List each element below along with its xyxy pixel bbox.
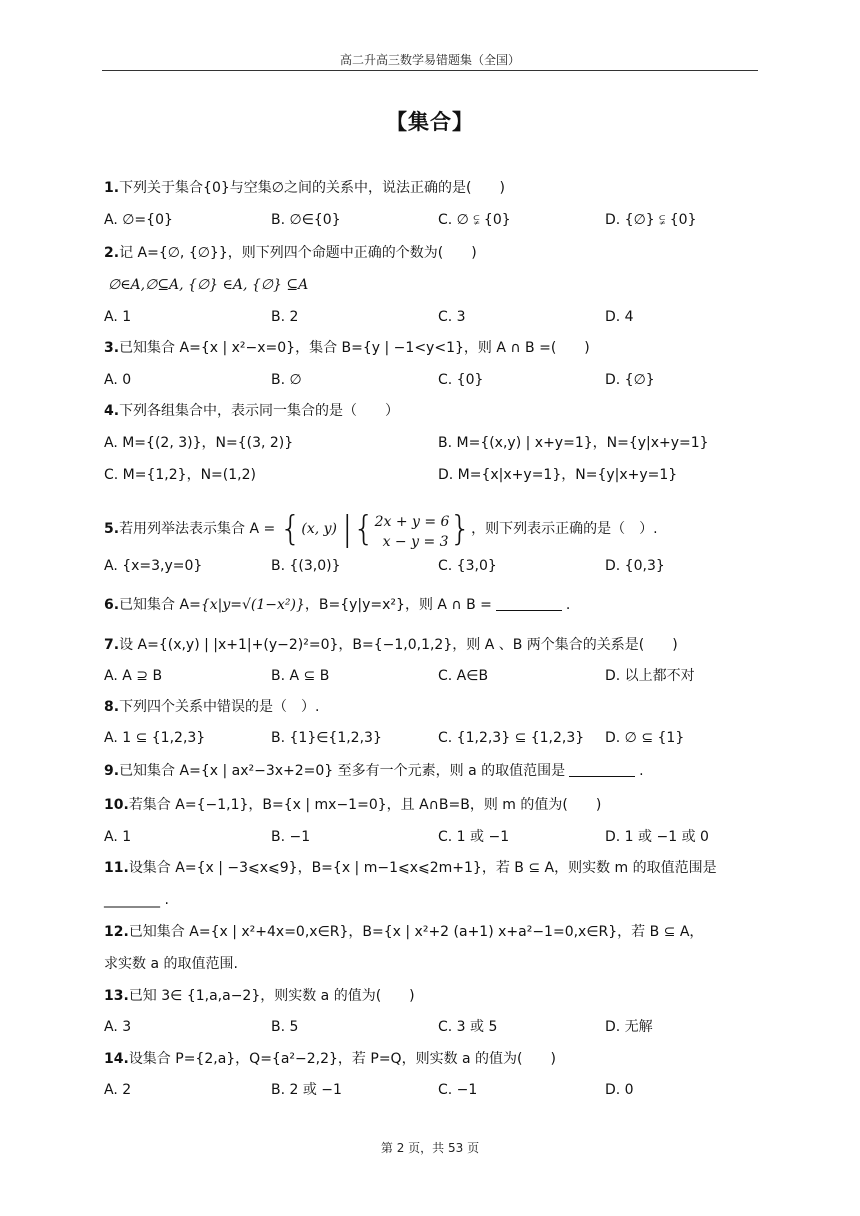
q5-option-d: D. {0,3}	[605, 558, 665, 574]
question-6: 6.已知集合 A={x|y=√(1−x²)}，B={y|y=x²}，则 A ∩ B = .	[104, 597, 571, 613]
q7-option-c: C. A∈B	[438, 668, 489, 684]
q13-option-d: D. 无解	[605, 1019, 653, 1035]
q13-option-a: A. 3	[104, 1019, 132, 1035]
q4-option-d: D. M={x|x+y=1}，N={y|x+y=1}	[438, 467, 678, 483]
q2-option-d: D. 4	[605, 309, 634, 325]
q7-option-b: B. A ⊆ B	[271, 668, 330, 684]
page-footer: 第 2 页，共 53 页	[380, 1141, 480, 1155]
question-4: 4.下列各组集合中，表示同一集合的是（ ）	[104, 403, 400, 419]
q5-option-b: B. {(3,0)}	[271, 558, 341, 574]
q14-option-d: D. 0	[605, 1082, 634, 1098]
q7-option-d: D. 以上都不对	[605, 668, 695, 684]
q5-option-c: C. {3,0}	[438, 558, 497, 574]
right-brace: }	[449, 509, 472, 549]
q3-option-d: D. {∅}	[605, 372, 655, 388]
question-10: 10.若集合 A={−1,1}，B={x | mx−1=0}，且 A∩B=B，则 m 的值为( )	[104, 797, 602, 813]
q5-option-a: A. {x=3,y=0}	[104, 558, 203, 574]
question-7: 7.设 A={(x,y) | |x+1|+(y−2)²=0}，B={−1,0,1,2}，则 A 、B 两个集合的关系是( )	[104, 637, 678, 653]
question-5: 5.若用列举法表示集合 A = {(x, y) |{ 2x + y = 6 x − y = 3 }，则下列表示正确的是（ ）.	[104, 509, 658, 550]
q2-option-a: A. 1	[104, 309, 132, 325]
q8-option-d: D. ∅ ⊆ {1}	[605, 730, 685, 746]
question-14: 14.设集合 P={2,a}，Q={a²−2,2}，若 P=Q，则实数 a 的值为( )	[104, 1051, 556, 1067]
q13-option-c: C. 3 或 5	[438, 1019, 498, 1035]
q8-option-c: C. {1,2,3} ⊆ {1,2,3}	[438, 730, 585, 746]
question-2: 2.记 A={∅, {∅}}，则下列四个命题中正确的个数为( )	[104, 245, 477, 261]
equation-system: 2x + y = 6 x − y = 3	[374, 514, 450, 550]
bar: |	[341, 509, 353, 549]
q10-option-b: B. −1	[271, 829, 311, 845]
q3-option-c: C. {0}	[438, 372, 484, 388]
question-12: 12.已知集合 A={x | x²+4x=0,x∈R}，B={x | x²+2 (a+1) x+a²−1=0,x∈R}，若 B ⊆ A，	[104, 924, 704, 940]
q2-propositions: ∅∈A,∅⊆A, {∅} ∈A, {∅} ⊆A	[108, 277, 309, 293]
q1-option-d: D. {∅} ⫋ {0}	[605, 212, 697, 228]
answer-blank[interactable]	[496, 598, 562, 611]
q14-option-a: A. 2	[104, 1082, 132, 1098]
q2-option-c: C. 3	[438, 309, 466, 325]
q8-option-b: B. {1}∈{1,2,3}	[271, 730, 382, 746]
left-brace: {	[279, 509, 302, 549]
q13-option-b: B. 5	[271, 1019, 299, 1035]
system-brace: {	[352, 509, 375, 549]
q10-option-a: A. 1	[104, 829, 132, 845]
q4-option-b: B. M={(x,y) | x+y=1}，N={y|x+y=1}	[438, 435, 709, 451]
section-title: 【集合】	[386, 110, 474, 134]
q1-option-a: A. ∅={0}	[104, 212, 173, 228]
question-3: 3.已知集合 A={x | x²−x=0}，集合 B={y | −1<y<1}，则 A ∩ B =( )	[104, 340, 590, 356]
header-rule	[102, 70, 758, 71]
q4-option-c: C. M={1,2}，N=(1,2)	[104, 467, 256, 483]
q8-option-a: A. 1 ⊆ {1,2,3}	[104, 730, 206, 746]
question-1: 1.下列关于集合{0}与空集∅之间的关系中，说法正确的是( )	[104, 180, 505, 196]
q3-option-b: B. ∅	[271, 372, 302, 388]
q14-option-c: C. −1	[438, 1082, 478, 1098]
q11-answer-blank[interactable]: ________ .	[104, 892, 169, 908]
q14-option-b: B. 2 或 −1	[271, 1082, 342, 1098]
page-header: 高二升高三数学易错题集（全国）	[339, 53, 520, 67]
q3-option-a: A. 0	[104, 372, 132, 388]
q2-option-b: B. 2	[271, 309, 299, 325]
q4-option-a: A. M={(2, 3)}，N={(3, 2)}	[104, 435, 294, 451]
question-13: 13.已知 3∈ {1,a,a−2}，则实数 a 的值为( )	[104, 988, 415, 1004]
question-8: 8.下列四个关系中错误的是（ ）.	[104, 699, 320, 715]
q12-continuation: 求实数 a 的取值范围.	[104, 956, 238, 972]
answer-blank[interactable]	[569, 764, 635, 777]
q10-option-d: D. 1 或 −1 或 0	[605, 829, 709, 845]
q1-option-c: C. ∅ ⫋ {0}	[438, 212, 511, 228]
q7-option-a: A. A ⊇ B	[104, 668, 163, 684]
question-11: 11.设集合 A={x | −3⩽x⩽9}，B={x | m−1⩽x⩽2m+1}，若 B ⊆ A，则实数 m 的取值范围是	[104, 860, 717, 876]
q10-option-c: C. 1 或 −1	[438, 829, 510, 845]
q1-option-b: B. ∅∈{0}	[271, 212, 341, 228]
question-9: 9.已知集合 A={x | ax²−3x+2=0} 至多有一个元素，则 a 的取值范围是 .	[104, 763, 644, 779]
